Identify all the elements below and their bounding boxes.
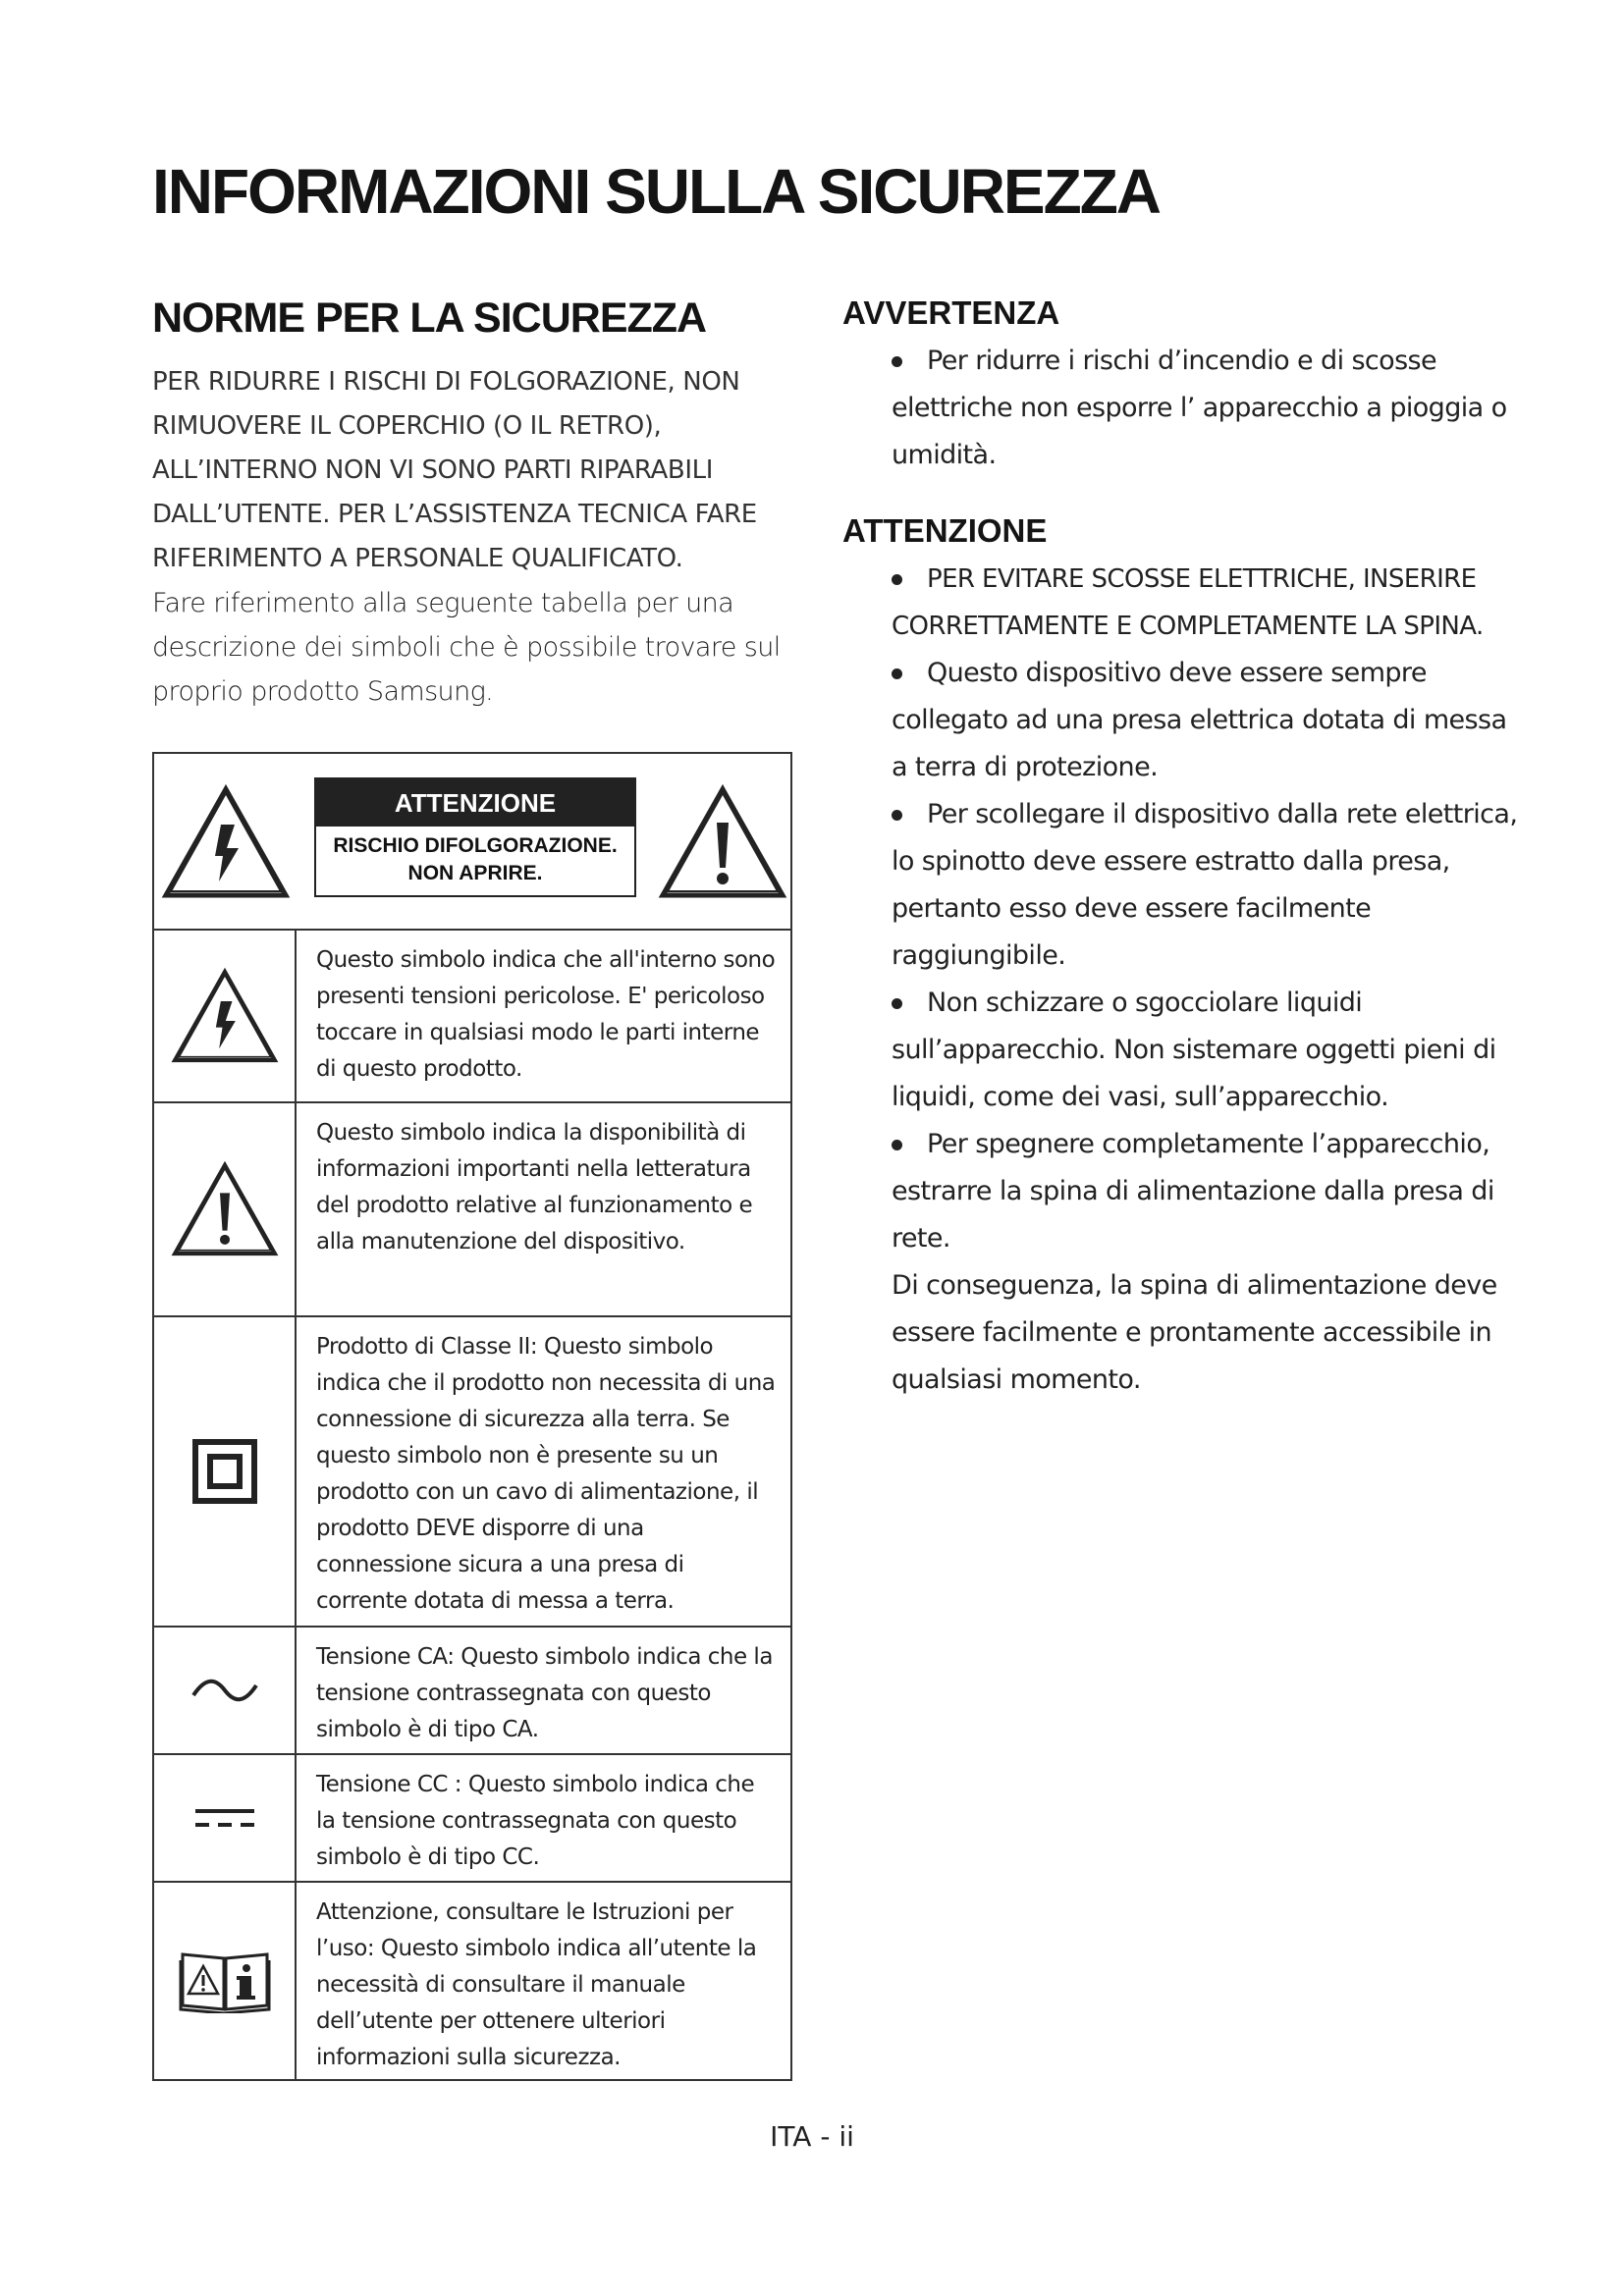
list-item [892, 338, 1530, 479]
symbol-description: Questo simbolo indica che all'interno sono presenti tensioni pericolose. E' pericoloso toccare in qualsiasi modo le parti interne di questo prodotto. [316, 947, 776, 1082]
table-row [154, 1755, 790, 1883]
list-item [892, 650, 1530, 791]
symbol-cell [154, 1755, 297, 1881]
symbol-cell [154, 1103, 297, 1315]
warning-label-body [316, 827, 634, 887]
warning-list [842, 338, 1530, 479]
bullet-icon [892, 810, 902, 821]
bullet-icon [892, 1140, 902, 1150]
symbol-description: Tensione CA: Questo simbolo indica che la tensione contrassegnata con questo simbolo è di tipo CA. [316, 1644, 773, 1742]
intro-uppercase-text: PER RIDURRE I RISCHI DI FOLGORAZIONE, NON RIMUOVERE IL COPERCHIO (O IL RETRO), ALL’INTERNO NON VI SONO PARTI RIPARABILI DALL’UTENTE. PER L’ASSISTENZA TECNICA FARE RIFERIMENTO A PERSONALE QUALIFICATO. [152, 367, 757, 573]
right-column [842, 294, 1530, 1404]
safety-norms-heading: NORME PER LA SICUREZZA [152, 294, 707, 342]
page-title: INFORMAZIONI SULLA SICUREZZA [152, 156, 1160, 227]
list-item-text: PER EVITARE SCOSSE ELETTRICHE, INSERIRE CORRETTAMENTE E COMPLETAMENTE LA SPINA. [892, 564, 1484, 641]
bullet-icon [892, 668, 902, 679]
warning-label-line2: NON APRIRE. [407, 862, 543, 884]
consult-manual-icon [179, 1949, 271, 2013]
list-item-text: Per scollegare il dispositivo dalla rete elettrica, lo spinotto deve essere estratto dalla presa, pertanto esso deve essere facilmente raggiungibile. [892, 799, 1518, 971]
caution-list [842, 556, 1530, 1262]
warning-label-title: ATTENZIONE [316, 779, 634, 827]
symbol-cell [154, 1628, 297, 1753]
symbol-cell [154, 1883, 297, 2079]
symbol-cell [154, 931, 297, 1101]
list-item [892, 980, 1530, 1121]
symbols-table [152, 752, 792, 2081]
caution-extra-text: Di conseguenza, la spina di alimentazione deve essere facilmente e prontamente accessibile in qualsiasi momento. [892, 1270, 1497, 1395]
ac-voltage-wave-icon [190, 1676, 259, 1705]
list-item [892, 1121, 1530, 1262]
caution-heading: ATTENZIONE [842, 512, 1048, 549]
symbol-cell [154, 1317, 297, 1626]
table-row [154, 1628, 790, 1755]
list-item [892, 791, 1530, 980]
lightning-triangle-icon [170, 967, 280, 1065]
dc-voltage-icon [193, 1805, 256, 1831]
list-item-text: Per ridurre i rischi d’incendio e di scosse elettriche non esporre l’ apparecchio a pioggia o umidità. [892, 346, 1507, 470]
exclamation-triangle-icon [170, 1160, 280, 1258]
table-row [154, 1883, 790, 2079]
symbol-description: Questo simbolo indica la disponibilità di informazioni importanti nella letteratura del prodotto relative al funzionamento e alla manutenzione del dispositivo. [316, 1120, 753, 1255]
table-header-row [154, 754, 790, 931]
warning-heading: AVVERTENZA [842, 294, 1060, 331]
lightning-triangle-icon [160, 783, 292, 901]
symbol-description: Prodotto di Classe II: Questo simbolo indica che il prodotto non necessita di una connessione di sicurezza alla terra. Se questo simbolo non è presente su un prodotto con un cavo di alimentazione, il prodotto DEVE disporre di una connessione sicura a una presa di corrente dotata di messa a terra. [316, 1334, 776, 1614]
bullet-icon [892, 998, 902, 1009]
list-item-text: Non schizzare o sgocciolare liquidi sull’apparecchio. Non sistemare oggetti pieni di liquidi, come dei vasi, sull’apparecchio. [892, 988, 1496, 1112]
symbol-description: Attenzione, consultare le Istruzioni per l’uso: Questo simbolo indica all’utente la necessità di consultare il manuale dell’utente per ottenere ulteriori informazioni sulla sicurezza. [316, 1899, 757, 2070]
left-column [152, 294, 800, 714]
warning-label-line1: RISCHIO DIFOLGORAZIONE. [333, 834, 618, 857]
list-item [892, 556, 1530, 650]
class-ii-double-square-icon [192, 1439, 257, 1504]
warning-label-box [314, 777, 636, 897]
list-item-text: Questo dispositivo deve essere sempre collegato ad una presa elettrica dotata di messa a terra di protezione. [892, 658, 1507, 782]
exclamation-triangle-icon [657, 783, 788, 901]
intro-text: Fare riferimento alla seguente tabella per una descrizione dei simboli che è possibile trovare sul proprio prodotto Samsung. [152, 588, 781, 707]
table-row [154, 1103, 790, 1317]
page-number: ITA - ii [770, 2120, 854, 2153]
list-item-text: Per spegnere completamente l’apparecchio, estrarre la spina di alimentazione dalla presa di rete. [892, 1129, 1494, 1254]
table-row [154, 1317, 790, 1628]
table-row [154, 931, 790, 1103]
bullet-icon [892, 356, 902, 367]
bullet-icon [892, 574, 902, 585]
symbol-description: Tensione CC : Questo simbolo indica che la tensione contrassegnata con questo simbolo è di tipo CC. [316, 1772, 755, 1870]
